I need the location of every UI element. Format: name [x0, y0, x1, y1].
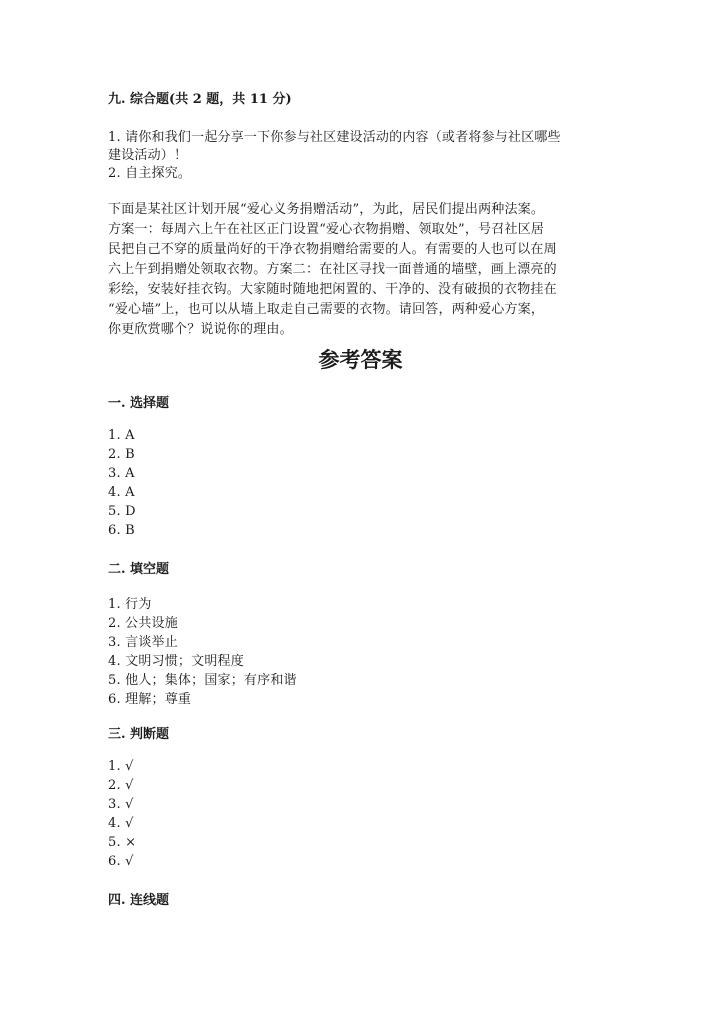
question-1-line-2: 建设活动）！: [108, 148, 188, 163]
answer-item: 3. √: [108, 797, 134, 812]
answer-item: 1. A: [108, 428, 135, 443]
answer-item: 6. √: [108, 854, 134, 869]
answer-item: 2. 公共设施: [108, 616, 178, 631]
answer-item: 6. 理解；尊重: [108, 692, 192, 707]
answer-item: 2. B: [108, 447, 135, 462]
answer-item: 1. √: [108, 759, 134, 774]
passage-line: 六上午到捐赠处领取衣物。方案二：在社区寻找一面普通的墙壁，画上漂亮的: [108, 262, 557, 277]
answer-item: 3. 言谈举止: [108, 635, 178, 650]
section-1-heading: 一. 选择题: [108, 396, 170, 411]
answer-item: 3. A: [108, 466, 135, 481]
passage-line: “爱心墙”上，也可以从墙上取走自己需要的衣物。请回答，两种爱心方案，: [108, 302, 545, 317]
question-2: 2. 自主探究。: [108, 166, 192, 181]
answer-item: 1. 行为: [108, 597, 152, 612]
section-9-heading: 九. 综合题(共 2 题，共 11 分): [108, 92, 292, 107]
passage-line: 民把自己不穿的质量尚好的干净衣物捐赠给需要的人。有需要的人也可以在周: [108, 242, 557, 257]
section-2-heading: 二. 填空题: [108, 562, 170, 577]
question-1-line-1: 1. 请你和我们一起分享一下你参与社区建设活动的内容（或者将参与社区哪些: [108, 130, 561, 145]
passage-line: 彩绘，安装好挂衣钩。大家随时随地把闲置的、干净的、没有破损的衣物挂在: [108, 282, 557, 297]
passage-line: 你更欣赏哪个？说说你的理由。: [108, 322, 293, 337]
answer-item: 4. A: [108, 485, 135, 500]
section-3-heading: 三. 判断题: [108, 727, 170, 742]
answer-item: 4. √: [108, 816, 134, 831]
section-4-heading: 四. 连线题: [108, 893, 170, 908]
answer-item: 6. B: [108, 523, 135, 538]
answer-item: 5. ×: [108, 835, 137, 850]
answer-item: 4. 文明习惯；文明程度: [108, 654, 244, 669]
passage-line: 方案一：每周六上午在社区正门设置“爱心衣物捐赠、领取处”，号召社区居: [108, 222, 545, 237]
answer-item: 5. D: [108, 504, 136, 519]
passage-line: 下面是某社区计划开展“爱心义务捐赠活动”，为此，居民们提出两种法案。: [108, 202, 545, 217]
answers-title: 参考答案: [318, 347, 403, 372]
answer-item: 5. 他人；集体；国家；有序和谐: [108, 673, 297, 688]
answer-item: 2. √: [108, 778, 134, 793]
